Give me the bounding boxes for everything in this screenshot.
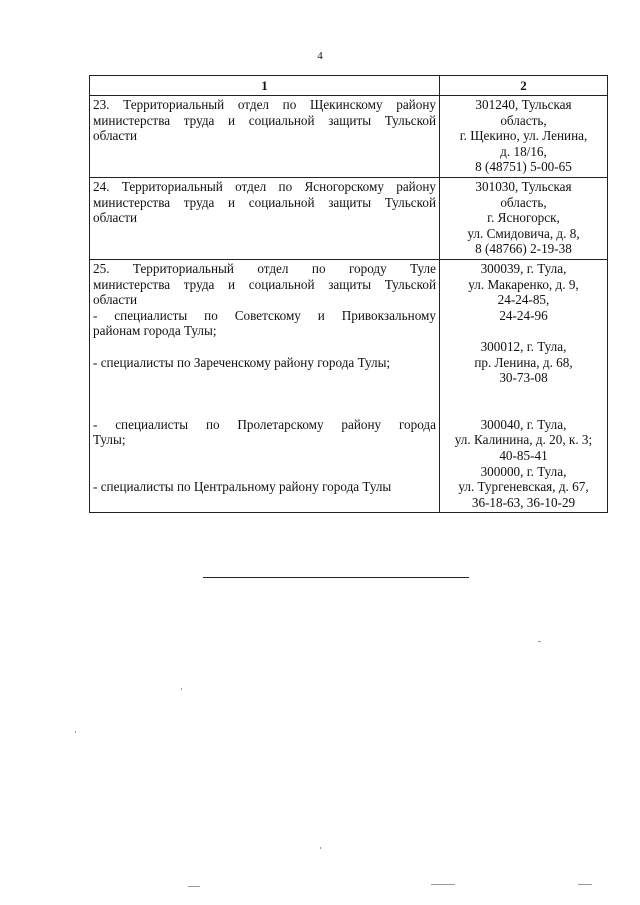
phone-line: 40-85-41 (499, 448, 548, 464)
department-name-cell (90, 96, 440, 178)
phone-line: 24-24-96 (499, 307, 548, 323)
address-line: 300012, г. Тула, (480, 338, 567, 354)
text-line: министерства труда и социальной защиты Тульской (93, 276, 436, 292)
sub-item-line: - специалисты по Советскому и Привокзальному (93, 307, 436, 323)
scan-speck (188, 886, 200, 887)
text-line: области (93, 210, 138, 226)
address-line: 301240, Тульская (475, 97, 572, 112)
scan-speck (320, 847, 321, 849)
table-row (90, 259, 608, 513)
text-line: области (93, 128, 138, 144)
address-line: пр. Ленина, д. 68, (474, 354, 573, 370)
address-line: ул. Смидовича, д. 8, (467, 225, 580, 241)
departments-table (89, 75, 608, 513)
phone-line: 36-18-63, 36-10-29 (471, 494, 576, 510)
column-header-2: 2 (440, 76, 608, 96)
sub-item-line: районам города Тулы; (93, 323, 217, 339)
scan-speck (431, 884, 455, 885)
address-cell (440, 259, 608, 513)
column-header-1: 1 (90, 76, 440, 96)
phone-line: 30-73-08 (499, 370, 548, 386)
address-line: г. Щекино, ул. Ленина, (459, 128, 588, 144)
department-name-cell (90, 259, 440, 513)
text-line: 24. Территориальный отдел по Ясногорскому району (93, 178, 436, 194)
address-line: ул. Макаренко, д. 9, (468, 276, 579, 292)
scan-speck (181, 688, 182, 690)
address-line: г. Ясногорск, (487, 210, 560, 226)
address-line: д. 18/16, (500, 143, 547, 159)
address-line: ул. Тургеневская, д. 67, (458, 479, 589, 495)
address-cell (440, 96, 608, 178)
closing-rule (203, 577, 469, 578)
text-line: 23. Территориальный отдел по Щекинскому району (93, 97, 436, 112)
text-line: министерства труда и социальной защиты Тульской (93, 194, 436, 210)
text-line: министерства труда и социальной защиты Тульской (93, 112, 436, 128)
text-line: 25. Территориальный отдел по городу Туле (93, 260, 436, 276)
table-row (90, 177, 608, 259)
address-cell (440, 177, 608, 259)
phone-line: 24-24-85, (497, 292, 550, 308)
sub-item-line: - специалисты по Центральному району города Тулы (93, 479, 392, 495)
sub-item-line: - специалисты по Пролетарскому району города (93, 416, 436, 432)
address-line: 301030, Тульская (475, 178, 572, 194)
address-line: область, (500, 194, 547, 210)
scan-speck (538, 641, 541, 642)
table-header-row (90, 76, 608, 96)
address-line: ул. Калинина, д. 20, к. 3; (454, 432, 593, 448)
sub-item-line: Тулы; (93, 432, 126, 448)
address-line: 300039, г. Тула, (480, 260, 567, 276)
address-line: 300040, г. Тула, (480, 416, 567, 432)
phone-line: 8 (48766) 2-19-38 (475, 241, 572, 257)
scan-speck (578, 884, 592, 885)
address-line: область, (500, 112, 547, 128)
text-line: области (93, 292, 138, 308)
table-row (90, 96, 608, 178)
address-line: 300000, г. Тула, (480, 463, 567, 479)
page-number: 4 (317, 50, 323, 62)
department-name-cell (90, 177, 440, 259)
sub-item-line: - специалисты по Зареченскому району города Тулы; (93, 354, 391, 370)
phone-line: 8 (48751) 5-00-65 (475, 159, 572, 175)
scan-speck (75, 731, 76, 733)
